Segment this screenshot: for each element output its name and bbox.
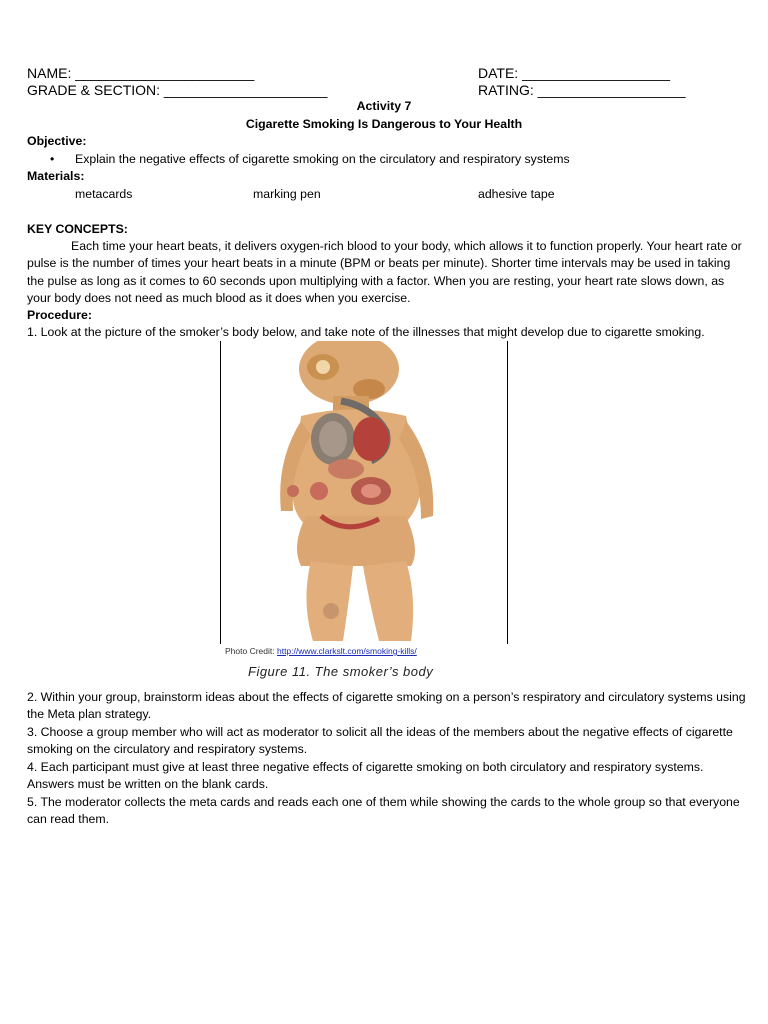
material-item: marking pen	[253, 187, 321, 201]
procedure-step-2: 2. Within your group, brainstorm ideas about the effects of cigarette smoking on a person’s respiratory and circulatory systems using the Meta plan strategy.	[27, 690, 746, 722]
date-line: DATE: ___________________	[478, 65, 671, 81]
objective-heading: Objective:	[27, 134, 87, 148]
photo-credit	[225, 646, 417, 656]
procedure-step-3: 3. Choose a group member who will act as moderator to solicit all the ideas of the members about the negative effects of cigarette smoking on the circulatory and respiratory systems.	[27, 725, 733, 757]
key-concepts-paragraph: Each time your heart beats, it delivers oxygen-rich blood to your body, which allows it to function properly. Your heart rate or pulse is the number of times your heart beats in a minute (BPM or beats per minute). Shorter time intervals may be used in taking the pulse as long as it comes to 60 seconds upon multiplying with a factor. When you are resting, your heart rate slows down, as your body does not need as much blood as it does when you exercise.	[27, 239, 742, 305]
objective-text: Explain the negative effects of cigarette smoking on the circulatory and respiratory systems	[75, 152, 570, 166]
activity-title: Cigarette Smoking Is Dangerous to Your Health	[245, 117, 523, 131]
key-concepts-heading: KEY CONCEPTS:	[27, 222, 128, 236]
material-item: metacards	[75, 187, 133, 201]
materials-heading: Materials:	[27, 169, 85, 183]
rating-line: RATING: ___________________	[478, 82, 686, 98]
photo-credit-label: Photo Credit:	[225, 646, 277, 656]
name-line: NAME: _______________________	[27, 65, 255, 81]
smoker-body-figure	[220, 341, 508, 644]
smoker-body-illustration	[221, 341, 507, 644]
activity-number: Activity 7	[356, 99, 412, 113]
grade-section-line: GRADE & SECTION: _____________________	[27, 82, 328, 98]
procedure-step-4: 4. Each participant must give at least three negative effects of cigarette smoking on both circulatory and respiratory systems. Answers must be written on the blank cards.	[27, 760, 704, 792]
figure-caption: Figure 11. The smoker’s body	[248, 664, 434, 679]
photo-credit-link[interactable]: http://www.clarkslt.com/smoking-kills/	[276, 646, 417, 656]
procedure-heading: Procedure:	[27, 308, 92, 322]
bullet-icon: •	[50, 152, 55, 166]
procedure-step-5: 5. The moderator collects the meta cards and reads each one of them while showing the cards to the whole group so that everyone can read them.	[27, 795, 740, 827]
material-item: adhesive tape	[478, 187, 555, 201]
procedure-step-1: 1. Look at the picture of the smoker’s body below, and take note of the illnesses that might develop due to cigarette smoking.	[27, 325, 705, 339]
